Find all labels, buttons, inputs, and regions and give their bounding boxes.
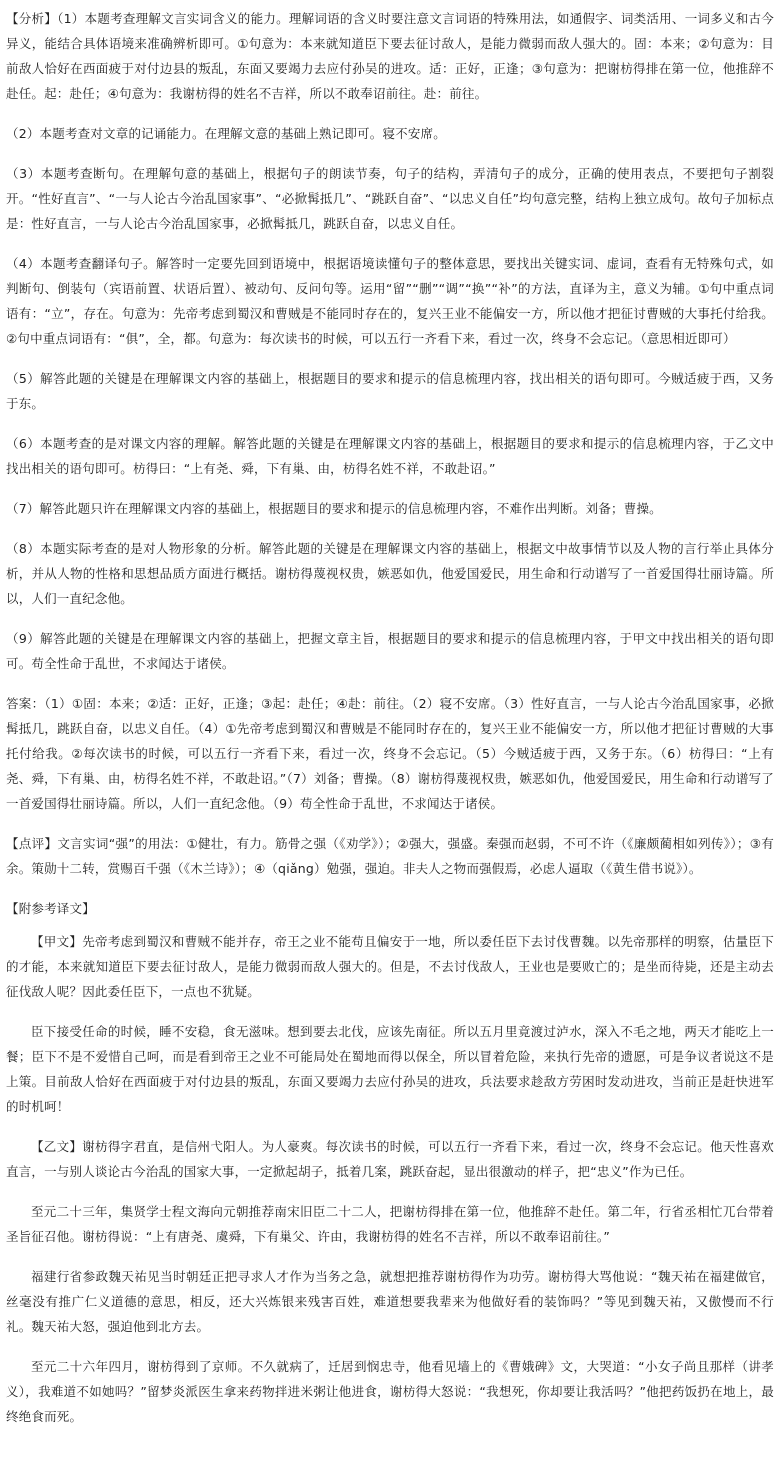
translation-jia-1: 【甲文】先帝考虑到蜀汉和曹贼不能并存，帝王之业不能苟且偏安于一地，所以委任臣下去讨伐曹魏。以先帝那样的明察，估量臣下的才能，本来就知道臣下要去征讨敌人，是能力微弱而敌人强大的。但是，不去讨伐敌人，王业也是要败亡的；是坐而待毙，还是主动去征伐敌人呢？因此委任臣下，一点也不犹疑。 [6,934,774,999]
analysis-part-1: 【分析】（1）本题考查理解文言实词含义的能力。理解词语的含义时要注意文言词语的特殊用法，如通假字、词类活用、一词多义和古今异义，能结合具体语境来准确辨析即可。①句意为：本来就知道臣下要去征讨敌人，是能力微弱而敌人强大的。固：本来；②句意为：目前敌人恰好在西面疲于对付边县的叛乱，东面又要竭力去应付孙吴的进攻。适：正好，正逢；③句意为：把谢枋得排在第一位，他推辞不赴任。起：赴任；④句意为：我谢枋得的姓名不吉祥，所以不敢奉诏前往。赴：前往。 [6,11,774,101]
analysis-part-8: （8）本题实际考查的是对人物形象的分析。解答此题的关键是在理解课文内容的基础上，根据文中故事情节以及人物的言行举止具体分析，并从人物的性格和思想品质方面进行概括。谢枋得蔑视权贵，嫉恶如仇，他爱国爱民，用生命和行动谱写了一首爱国得壮丽诗篇。所以，人们一直纪念他。 [6,541,774,606]
comment-block: 【点评】文言实词“强”的用法：①健壮，有力。筋骨之强（《劝学》）；②强大，强盛。秦强而赵弱，不可不许（《廉颇蔺相如列传》）；③有余。策勋十二转，赏赐百千强（《木兰诗》）；④（qiǎng）勉强，强迫。非夫人之物而强假焉，必虑人逼取（《黄生借书说》）。 [6,836,774,876]
analysis-part-6: （6）本题考查的是对课文内容的理解。解答此题的关键是在理解课文内容的基础上，根据题目的要求和提示的信息梳理内容，于乙文中找出相关的语句即可。枋得曰：“上有尧、舜，下有巢、由，枋得名姓不祥，不敢赴诏。” [6,436,774,476]
translation-yi-3: 福建行省参政魏天祐见当时朝廷正把寻求人才作为当务之急，就想把推荐谢枋得作为功劳。谢枋得大骂他说：“魏天祐在福建做官，丝毫没有推广仁义道德的意思，相反，还大兴炼银来残害百姓，难道想要我辈来为他做好看的装饰吗？”等见到魏天祐，又傲慢而不行礼。魏天祐大怒，强迫他到北方去。 [6,1269,774,1334]
analysis-part-5: （5）解答此题的关键是在理解课文内容的基础上，根据题目的要求和提示的信息梳理内容，找出相关的语句即可。今贼适疲于西，又务于东。 [6,371,774,411]
translation-yi-1: 【乙文】谢枋得字君直，是信州弋阳人。为人豪爽。每次读书的时候，可以五行一齐看下来，看过一次，终身不会忘记。他天性喜欢直言，一与别人谈论古今治乱的国家大事，一定掀起胡子，抵着几案，跳跃奋起，显出很激动的样子，把“忠义”作为已任。 [6,1139,774,1179]
analysis-part-9: （9）解答此题的关键是在理解课文内容的基础上，把握文章主旨，根据题目的要求和提示的信息梳理内容，于甲文中找出相关的语句即可。苟全性命于乱世，不求闻达于诸侯。 [6,631,774,671]
translation-yi-4: 至元二十六年四月，谢枋得到了京师。不久就病了，迁居到悯忠寺，他看见墙上的《曹娥碑》文，大哭道：“小女子尚且那样（讲孝义），我难道不如她吗？”留梦炎派医生拿来药物拌进米粥让他进食，谢枋得大怒说：“我想死，你却要让我活吗？”他把药饭扔在地上，最终绝食而死。 [6,1359,774,1424]
translation-jia-2: 臣下接受任命的时候，睡不安稳，食无滋味。想到要去北伐，应该先南征。所以五月里竟渡过泸水，深入不毛之地，两天才能吃上一餐；臣下不是不爱惜自己呵，而是看到帝王之业不可能局处在蜀地而得以保全，所以冒着危险，来执行先帝的遗愿，可是争议者说这不是上策。目前敌人恰好在西面疲于对付边县的叛乱，东面又要竭力去应付孙吴的进攻，兵法要求趁敌方劳困时发动进攻，当前正是赶快进军的时机呵！ [6,1024,774,1114]
translation-heading: 【附参考译文】 [6,901,95,916]
analysis-part-2: （2）本题考查对文章的记诵能力。在理解文意的基础上熟记即可。寝不安席。 [6,126,446,141]
analysis-part-7: （7）解答此题只许在理解课文内容的基础上，根据题目的要求和提示的信息梳理内容，不难作出判断。刘备；曹操。 [6,501,662,516]
translation-yi-2: 至元二十三年，集贤学士程文海向元朝推荐南宋旧臣二十二人，把谢枋得排在第一位，他推辞不赴任。第二年，行省丞相忙兀台带着圣旨征召他。谢枋得说：“上有唐尧、虞舜，下有巢父、许由，我谢枋得的姓名不吉祥，所以不敢奉诏前往。” [6,1204,774,1244]
analysis-part-4: （4）本题考查翻译句子。解答时一定要先回到语境中，根据语境读懂句子的整体意思，要找出关键实词、虚词，查看有无特殊句式，如判断句、倒装句（宾语前置、状语后置）、被动句、反问句等。运用“留”“删”“调”“换”“补”的方法，直译为主，意义为辅。①句中重点词语有：“立”，存在。句意为：先帝考虑到蜀汉和曹贼是不能同时存在的，复兴王业不能偏安一方，所以他才把征讨曹贼的大事托付给我。②句中重点词语有：“俱”，全，都。句意为：每次读书的时候，可以五行一齐看下来，看过一次，终身不会忘记。（意思相近即可） [6,256,774,346]
answer-block: 答案：（1）①固：本来；②适：正好，正逢；③起：赴任；④赴：前往。（2）寝不安席。（3）性好直言，一与人论古今治乱国家事，必掀髯抵几，跳跃自奋，以忠义自任。（4）①先帝考虑到蜀汉和曹贼是不能同时存在的，复兴王业不能偏安一方，所以他才把征讨曹贼的大事托付给我。②每次读书的时候，可以五行一齐看下来，看过一次，终身不会忘记。（5）今贼适疲于西，又务于东。（6）枋得曰：“上有尧、舜，下有巢、由，枋得名姓不祥，不敢赴诏。”（7）刘备；曹操。（8）谢枋得蔑视权贵，嫉恶如仇，他爱国爱民，用生命和行动谱写了一首爱国得壮丽诗篇。所以，人们一直纪念他。（9）苟全性命于乱世，不求闻达于诸侯。 [6,696,774,811]
analysis-part-3: （3）本题考查断句。在理解句意的基础上，根据句子的朗读节奏，句子的结构，弄清句子的成分，正确的使用表点，不要把句子割裂开。“性好直言”、“一与人论古今治乱国家事”、“必掀髯抵几”、“跳跃自奋”、“以忠义自任”均句意完整，结构上独立成句。故句子加标点是：性好直言，一与人论古今治乱国家事，必掀髯抵几，跳跃自奋，以忠义自任。 [6,166,774,231]
